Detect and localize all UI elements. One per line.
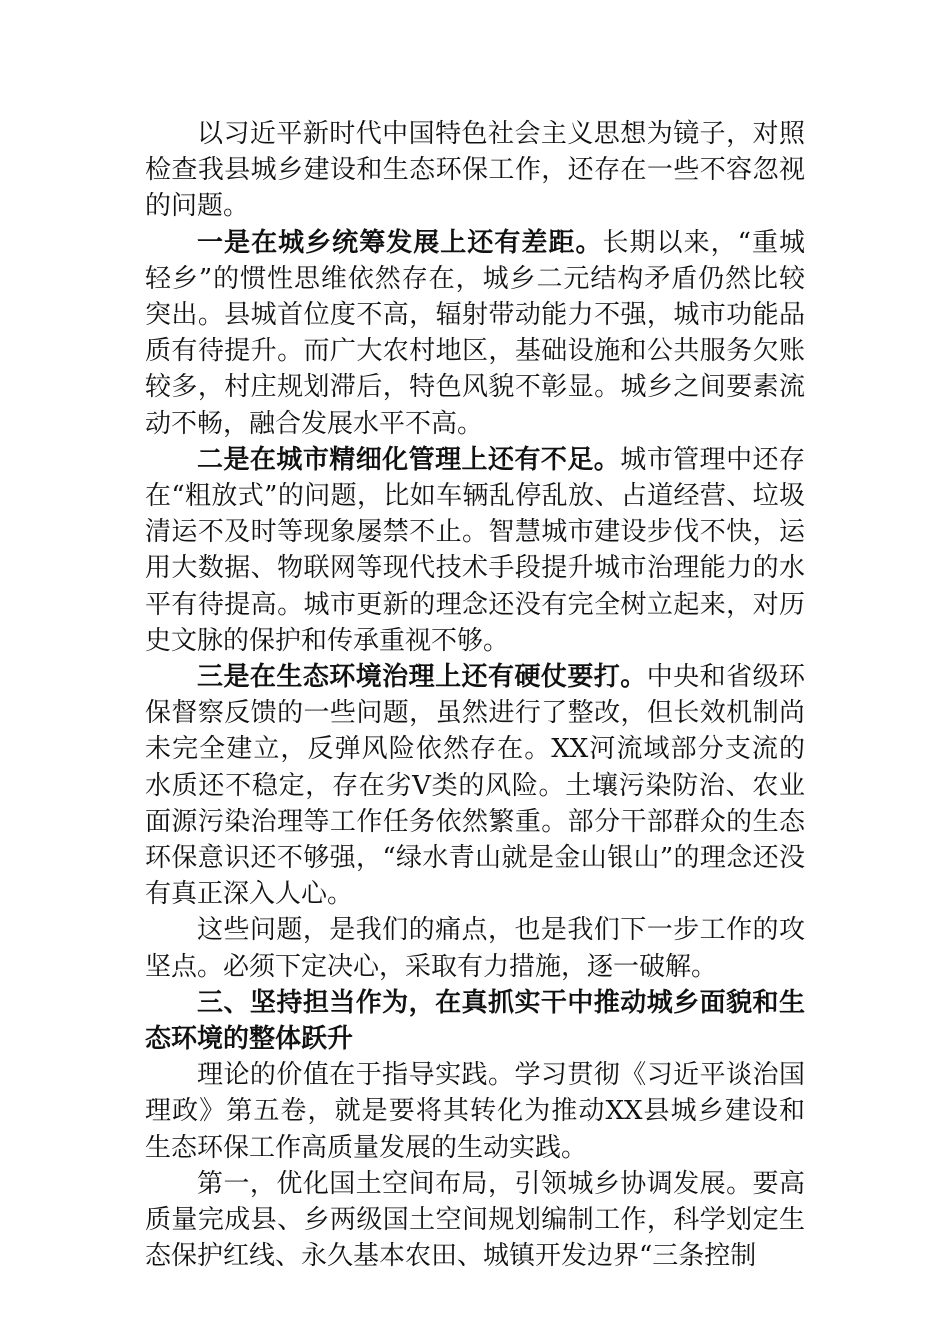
- issue-paragraph-2: [145, 442, 805, 659]
- issue-text-3: 中央和省级环保督察反馈的一些问题，虽然进行了整改，但长效机制尚未完全建立，反弹风险依然存在。XX河流域部分支流的水质还不稳定，存在劣V类的风险。土壤污染防治、农业面源污染治理等工作任务依然繁重。部分干部群众的生态环保意识还不够强，“绿水青山就是金山银山”的理念还没有真正深入人心。: [145, 662, 805, 910]
- section-heading: 三、坚持担当作为，在真抓实干中推动城乡面貌和生态环境的整体跃升: [145, 987, 805, 1055]
- issue-paragraph-1: [145, 225, 805, 442]
- issue-lead-3: 三是在生态环境治理上还有硬仗要打。: [197, 662, 647, 693]
- issue-paragraph-3: [145, 659, 805, 912]
- document-page: [145, 116, 805, 1275]
- issue-lead-2: 二是在城市精细化管理上还有不足。: [197, 444, 621, 475]
- intro-paragraph: 以习近平新时代中国特色社会主义思想为镜子，对照检查我县城乡建设和生态环保工作，还存在一些不容忽视的问题。: [145, 119, 805, 222]
- first-point-paragraph: 第一，优化国土空间布局，引领城乡协调发展。要高质量完成县、乡两级国土空间规划编制工作，科学划定生态保护红线、永久基本农田、城镇开发边界“三条控制: [145, 1168, 805, 1272]
- section-intro-paragraph: 理论的价值在于指导实践。学习贯彻《习近平谈治国理政》第五卷，就是要将其转化为推动XX县城乡建设和生态环保工作高质量发展的生动实践。: [145, 1060, 805, 1163]
- closing-paragraph: 这些问题，是我们的痛点，也是我们下一步工作的攻坚点。必须下定决心，采取有力措施，逐一破解。: [145, 915, 805, 982]
- issue-lead-1: 一是在城乡统筹发展上还有差距。: [197, 227, 603, 258]
- issue-text-1: 长期以来，“重城轻乡”的惯性思维依然存在，城乡二元结构矛盾仍然比较突出。县城首位度不高，辐射带动能力不强，城市功能品质有待提升。而广大农村地区，基础设施和公共服务欠账较多，村庄规划滞后，特色风貌不彰显。城乡之间要素流动不畅，融合发展水平不高。: [145, 227, 805, 439]
- issue-text-2: 城市管理中还存在“粗放式”的问题，比如车辆乱停乱放、占道经营、垃圾清运不及时等现象屡禁不止。智慧城市建设步伐不快，运用大数据、物联网等现代技术手段提升城市治理能力的水平有待提高。城市更新的理念还没有完全树立起来，对历史文脉的保护和传承重视不够。: [145, 444, 805, 656]
